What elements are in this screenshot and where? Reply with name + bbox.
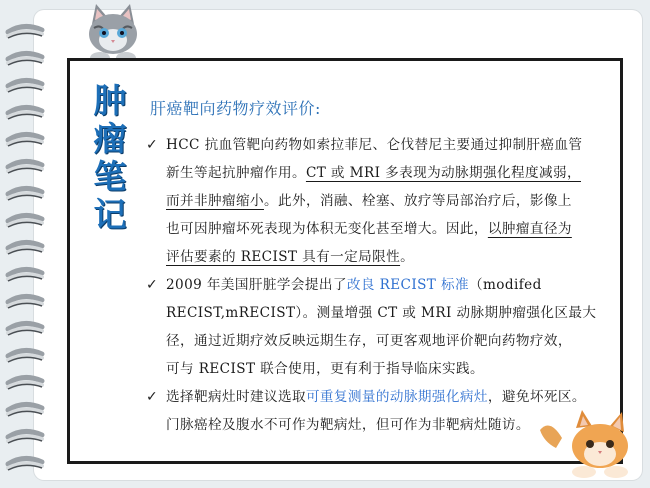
checkmark-icon: ✓ xyxy=(146,277,158,293)
spiral-ring xyxy=(8,377,42,389)
side-title xyxy=(88,82,132,234)
spiral-ring xyxy=(8,404,42,416)
spiral-ring xyxy=(8,458,42,470)
kitten-illustration xyxy=(80,2,146,64)
text-line xyxy=(166,244,608,272)
highlight-text: 可重复测量的动脉期强化病灶 xyxy=(305,389,488,405)
spiral-ring xyxy=(8,323,42,335)
spiral-ring xyxy=(8,215,42,227)
spiral-ring xyxy=(8,80,42,92)
text-line xyxy=(166,132,608,160)
text-line xyxy=(166,160,608,188)
spiral-ring xyxy=(8,188,42,200)
spiral-binding xyxy=(2,18,52,478)
text-segment: 可与 RECIST 联合使用，更有利于指导临床实践。 xyxy=(166,361,485,377)
text-line xyxy=(166,216,608,244)
text-segment: （modifed xyxy=(469,277,542,293)
text-segment: 新生等起抗肿瘤作用。 xyxy=(166,165,306,181)
text-segment: 2009 年美国肝脏学会提出了 xyxy=(166,277,347,293)
text-line xyxy=(166,272,608,300)
highlight-text: 改良 RECIST 标准 xyxy=(346,277,469,293)
spiral-ring xyxy=(8,350,42,362)
side-title-char: 肿 xyxy=(93,81,127,120)
spiral-ring xyxy=(8,269,42,281)
spiral-ring xyxy=(8,26,42,38)
underlined-text: 评估要素的 RECIST 具有一定局限性 xyxy=(166,249,401,265)
text-line xyxy=(166,188,608,216)
underlined-text: 以肿瘤直径为 xyxy=(487,221,572,237)
spiral-ring xyxy=(8,134,42,146)
side-title-char: 记 xyxy=(93,195,127,234)
spiral-ring xyxy=(8,53,42,65)
text-segment: 径，通过近期疗效反映远期生存，可更客观地评价靶向药物疗效， xyxy=(166,333,572,349)
section-heading: 肝癌靶向药物疗效评价: xyxy=(150,99,321,118)
underlined-text: 而并非肿瘤缩小 xyxy=(166,193,264,209)
text-line xyxy=(166,300,608,328)
text-segment: 。此外，消融、栓塞、放疗等局部治疗后，影像上 xyxy=(263,193,572,209)
orange-cat-illustration xyxy=(532,408,632,478)
text-line xyxy=(166,328,608,356)
text-segment: RECIST,mRECIST）。测量增强 CT 或 MRI 动脉期肿瘤强化区最大 xyxy=(166,305,597,321)
text-segment: 也可因肿瘤坏死表现为体积无变化甚至增大。因此， xyxy=(166,221,488,237)
text-segment: HCC 抗血管靶向药物如索拉菲尼、仑伐替尼主要通过抑制肝癌血管 xyxy=(166,137,583,153)
checkmark-icon: ✓ xyxy=(146,389,158,405)
text-segment: ，避免坏死区。 xyxy=(487,389,586,405)
side-title-char: 笔 xyxy=(93,157,127,196)
spiral-ring xyxy=(8,107,42,119)
text-segment: 门脉癌栓及腹水不可作为靶病灶，但可作为非靶病灶随访。 xyxy=(166,417,530,433)
text-segment: 。 xyxy=(400,249,415,265)
spiral-ring xyxy=(8,296,42,308)
bullet-item xyxy=(146,272,608,384)
checkmark-icon: ✓ xyxy=(146,137,158,153)
bullet-list xyxy=(146,132,608,440)
spiral-ring xyxy=(8,242,42,254)
spiral-ring xyxy=(8,161,42,173)
text-line xyxy=(166,356,608,384)
bullet-item xyxy=(146,132,608,272)
spiral-ring xyxy=(8,431,42,443)
underlined-text: CT 或 MRI 多表现为动脉期强化程度减弱， xyxy=(305,165,581,181)
text-segment: 选择靶病灶时建议选取 xyxy=(166,389,306,405)
side-title-char: 瘤 xyxy=(93,119,127,158)
